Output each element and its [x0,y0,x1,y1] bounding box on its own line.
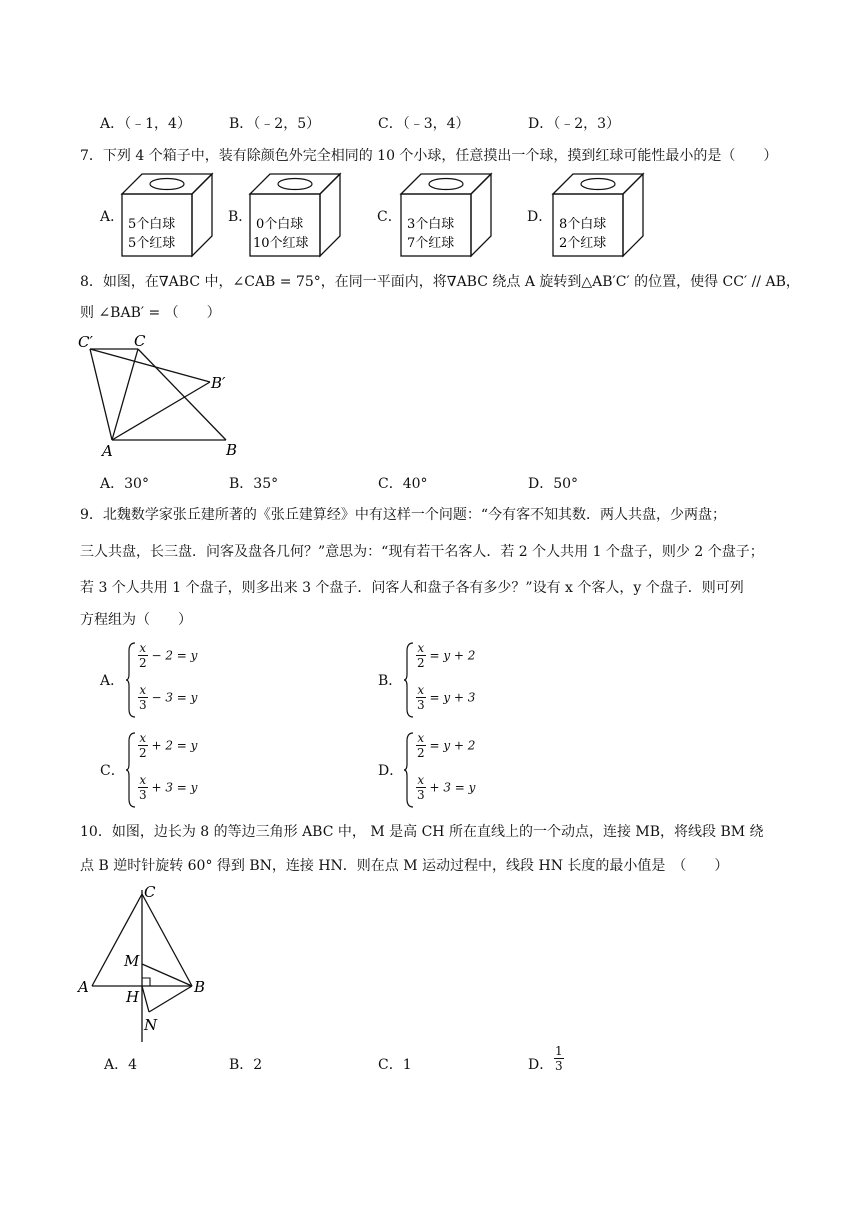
q8-label-a: A [102,442,113,460]
q7-box-a-label: A． [100,209,125,225]
q10-line2: 点 B 逆时针旋转 60° 得到 BN，连接 HN．则在点 M 运动过程中，线段 HN 长度的最小值是 （ ） [80,858,729,874]
q10-option-d-fraction: $\frac{1}{3}$ [555,1044,563,1073]
q10-option-c: C．1 [378,1057,412,1073]
q10-label-m: M [124,952,140,970]
q9-option-d-label: D． [378,763,404,779]
q10-option-a: A．4 [104,1057,138,1073]
q6-option-a: A．（﹣1，4） [100,116,191,132]
q7-box-d [551,172,647,258]
q8-option-c: C．40° [378,476,428,492]
q9-line1: 9．北魏数学家张丘建所著的《张丘建算经》中有这样一个问题：“今有客不知其数．两人共盘，少两盘； [80,507,727,523]
q7-box-b-label: B． [228,209,253,225]
q8-label-c: C [134,332,146,350]
q10-option-d: D． [528,1057,554,1073]
q10-label-n: N [144,1016,158,1034]
q10-figure [74,884,224,1044]
q7-box-c-line2: 7个红球 [407,236,455,251]
q8-label-b: B [226,441,238,459]
q10-line1: 10．如图，边长为 8 的等边三角形 ABC 中， M 是高 CH 所在直线上的一个动点，连接 MB，将线段 BM 绕 [80,824,764,840]
q6-option-c: C．（﹣3，4） [378,116,470,132]
q6-option-d: D．（﹣2，3） [528,116,621,132]
q9-line2: 三人共盘，长三盘．问客及盘各几何？”意思为：“现有若干名客人．若 2 个人共用 1 个盘子，则少 2 个盘子； [80,544,764,560]
q10-label-b: B [194,978,206,996]
q7-box-b [248,172,344,258]
q9-option-d-system: $\frac{x}{2}$ = y + 2 $\frac{x}{3}$ + 3 = y [404,731,524,811]
q6-option-b: B．（﹣2，5） [229,116,321,132]
q8-option-d: D．50° [528,476,579,492]
q10-label-c: C [144,884,156,901]
q7-box-a [120,172,216,258]
q9-line3: 若 3 个人共用 1 个盘子，则多出来 3 个盘子．问客人和盘子各有多少？”设有 x 个客人，y 个盘子．则可列 [80,580,744,596]
q10-label-h: H [126,988,140,1006]
q7-box-c [399,172,495,258]
q7-box-c-line1: 3个白球 [407,217,455,232]
q8-label-c-prime: C′ [78,333,93,351]
q9-option-b-system: $\frac{x}{2}$ = y + 2 $\frac{x}{3}$ = y + 3 [404,641,524,721]
q7-box-c-label: C． [377,209,402,225]
q7-box-b-line2: 10个红球 [253,236,309,251]
q8-option-b: B．35° [229,476,279,492]
q7-stem: 7．下列 4 个箱子中，装有除颜色外完全相同的 10 个小球，任意摸出一个球，摸到红球可能性最小的是（ ） [80,148,778,164]
q7-box-d-line1: 8个白球 [559,217,607,232]
q7-box-d-line2: 2个红球 [559,236,607,251]
q9-option-a-label: A． [100,673,125,689]
q8-label-b-prime: B′ [211,374,226,392]
q9-option-c-system: $\frac{x}{2}$ + 2 = y $\frac{x}{3}$ + 3 = y [126,731,246,811]
q9-option-a-system: $\frac{x}{2}$ − 2 = y $\frac{x}{3}$ − 3 = y [126,641,246,721]
q7-box-b-line1: 0个白球 [256,217,304,232]
q9-line4: 方程组为（ ） [80,612,192,628]
q7-box-a-line2: 5个红球 [128,236,176,251]
q9-option-c-label: C． [100,763,125,779]
q8-stem-line2: 则 ∠BAB′ = （ ） [80,305,221,321]
q8-stem-line1: 8．如图，在∇ABC 中，∠CAB = 75°，在同一平面内，将∇ABC 绕点 A 旋转到△AB′C′ 的位置，使得 CC′ // AB， [80,274,800,290]
q8-figure [72,330,252,460]
q7-box-d-label: D． [527,209,553,225]
q9-option-b-label: B． [378,673,403,689]
q10-option-b: B．2 [229,1057,263,1073]
q10-label-a: A [78,978,89,996]
q8-option-a: A．30° [100,476,149,492]
q7-box-a-line1: 5个白球 [128,217,176,232]
